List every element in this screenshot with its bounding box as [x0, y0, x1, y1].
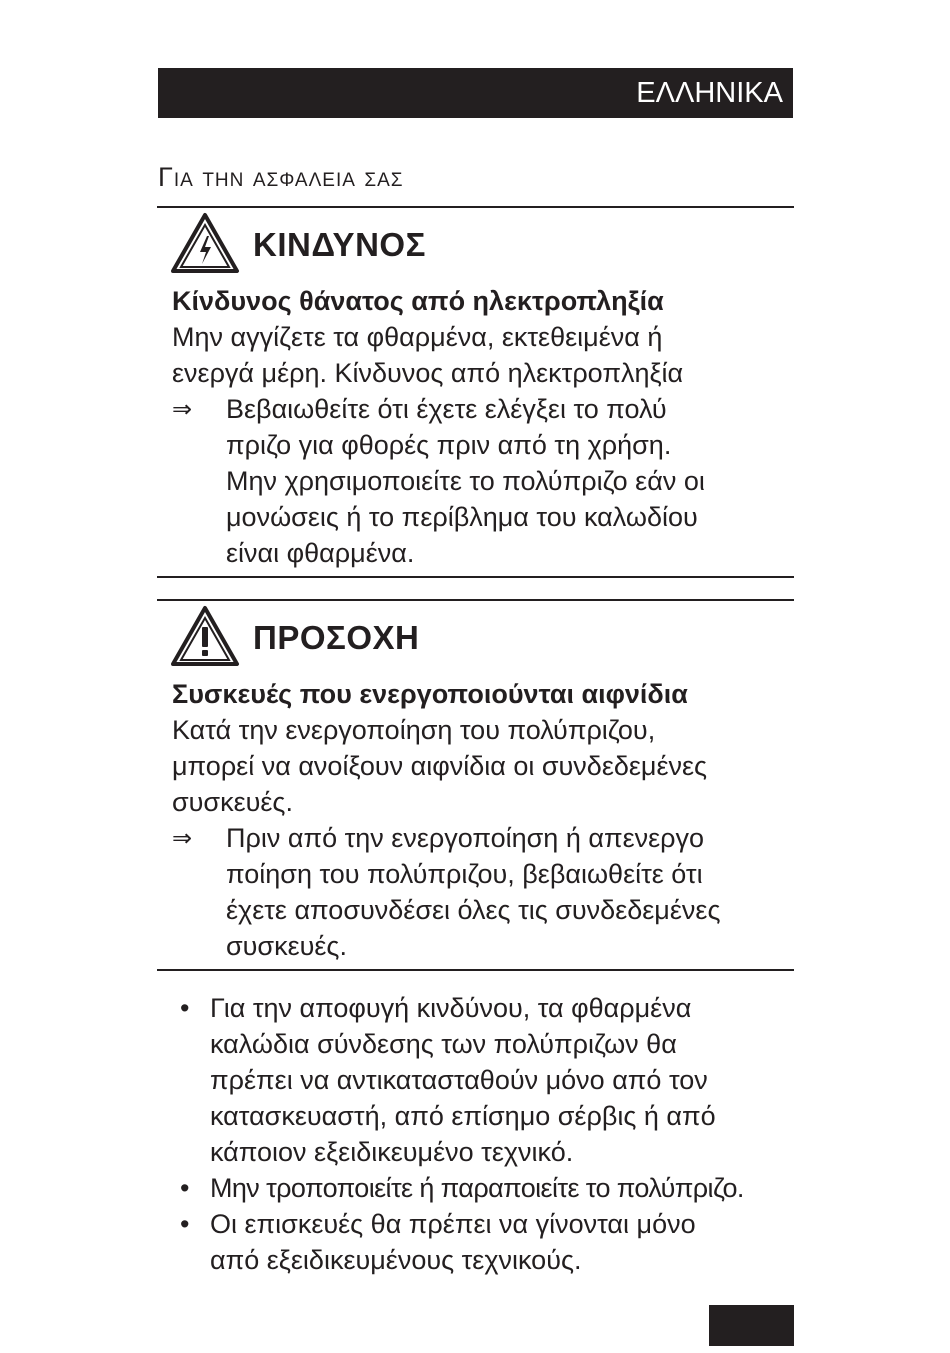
list-item-line: Μην τροποποιείτε ή παραποιείτε το πολύπριζο.: [210, 1173, 744, 1203]
bullet-icon: •: [180, 1173, 190, 1203]
danger-step-line: πριζο για φθορές πριν από τη χρήση.: [226, 430, 672, 460]
danger-step-line: Βεβαιωθείτε ότι έχετε ελέγξει το πολύ: [226, 394, 667, 424]
danger-subtitle: Κίνδυνος θάνατος από ηλεκτροπληξία: [172, 286, 664, 316]
danger-instruction: [172, 391, 792, 571]
implies-arrow-icon: ⇒: [172, 824, 193, 852]
caution-top-rule: [157, 599, 794, 601]
caution-step-line: συσκευές.: [226, 931, 347, 961]
danger-text-line: ενεργά μέρη. Κίνδυνος από ηλεκτροπληξία: [172, 358, 684, 388]
list-item-line: πρέπει να αντικατασταθούν μόνο από τον: [210, 1065, 708, 1095]
danger-title: ΚΙΝΔΥΝΟΣ: [253, 226, 426, 263]
caution-step-line: ποίηση του πολύπριζου, βεβαιωθείτε ότι: [226, 859, 703, 889]
caution-description: [172, 676, 787, 820]
danger-step-line: Μην χρησιμοποιείτε το πολύπριζο εάν οι: [226, 466, 705, 496]
list-item-line: Οι επισκευές θα πρέπει να γίνονται μόνο: [210, 1209, 696, 1239]
bullet-icon: •: [180, 993, 190, 1023]
danger-bottom-rule: [157, 576, 794, 578]
page-number-tab: [709, 1305, 794, 1346]
caution-instruction: [172, 820, 792, 964]
list-item: [180, 1170, 800, 1206]
bullet-icon: •: [180, 1209, 190, 1239]
implies-arrow-icon: ⇒: [172, 395, 193, 423]
caution-step-line: έχετε αποσυνδέσει όλες τις συνδεδεμένες: [226, 895, 721, 925]
list-item: [180, 1206, 800, 1278]
caution-step-line: Πριν από την ενεργοποίηση ή απενεργο: [226, 823, 705, 853]
list-item-line: Για την αποφυγή κινδύνου, τα φθαρμένα: [210, 993, 692, 1023]
electric-shock-warning-icon: [170, 212, 240, 274]
list-item: [180, 990, 800, 1170]
list-item-line: κάποιον εξειδικευμένο τεχνικό.: [210, 1137, 574, 1167]
caution-text-line: Κατά την ενεργοποίηση του πολύπριζου,: [172, 715, 656, 745]
list-item-line: από εξειδικευμένους τεχνικούς.: [210, 1245, 582, 1275]
caution-text-line: συσκευές.: [172, 787, 293, 817]
danger-top-rule: [157, 206, 794, 208]
section-title: Για την ασφαλεια σας: [158, 162, 404, 192]
danger-description: [172, 283, 787, 391]
caution-subtitle: Συσκευές που ενεργοποιούνται αιφνίδια: [172, 679, 688, 709]
list-item-line: καλώδια σύνδεσης των πολύπριζων θα: [210, 1029, 677, 1059]
language-header-bar: [158, 68, 793, 118]
caution-text-line: μπορεί να ανοίξουν αιφνίδια οι συνδεδεμένες: [172, 751, 708, 781]
list-item-line: κατασκευαστή, από επίσημο σέρβις ή από: [210, 1101, 716, 1131]
caution-bottom-rule: [157, 969, 794, 971]
safety-bullet-list: [180, 990, 800, 1278]
exclamation-warning-icon: [170, 605, 240, 667]
danger-step-line: μονώσεις ή το περίβλημα του καλωδίου: [226, 502, 698, 532]
danger-step-line: είναι φθαρμένα.: [226, 538, 415, 568]
caution-title: ΠΡΟΣΟΧΗ: [253, 619, 420, 656]
danger-text-line: Μην αγγίζετε τα φθαρμένα, εκτεθειμένα ή: [172, 322, 663, 352]
language-label: ΕΛΛΗΝΙΚΑ: [636, 77, 783, 109]
